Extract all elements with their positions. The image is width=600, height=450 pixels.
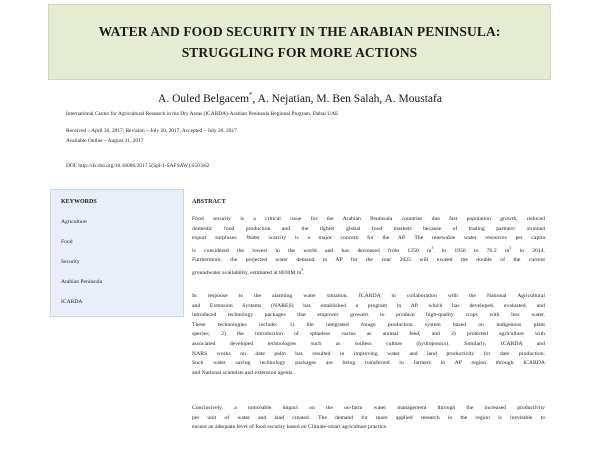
keyword-item: Agriculture	[61, 219, 87, 225]
keywords-box	[50, 189, 184, 317]
author-line	[0, 91, 600, 105]
keywords-heading: KEYWORDS	[61, 199, 97, 205]
received-dates: Received – April 30, 2017; Revision – July 20, 2017; Accepted – July 26, 2017	[66, 128, 237, 134]
text-line: introduced technology packages that empower growers to produce high-quality crops with less water.	[192, 312, 545, 319]
text-line: Food security is a critical issue for the Arabian Peninsula countries due fast population growth, reduced	[192, 216, 545, 222]
corresponding-mark: *	[249, 91, 253, 99]
abstract-paragraph-2	[192, 292, 545, 378]
text-line: associated developed technologies such as soilless culture (hydroponics). Similarly, ICARDA and	[192, 340, 545, 347]
text-line: is considered the lowest in the world and has decreased from 1250 $m^3$ in 1950 to 76.2 $m^3$ in 2014.	[192, 245, 546, 254]
text-line: species; 2) the introduction of spineless cactus as animal feed; and 3) protected agriculture with	[192, 331, 545, 338]
text-line: Furthermore, the projected water demand in AP for the year 2025 will exceed the double of the current	[192, 257, 545, 264]
keyword-item: ICARDA	[61, 299, 83, 305]
keyword-item: Food	[61, 239, 73, 245]
text-line: In response to the alarming water situation, ICARDA in collaboration with the National Agricultural	[192, 293, 545, 299]
paper-title: WATER AND FOOD SECURITY IN THE ARABIAN PENINSULA: STRUGGLING FOR MORE ACTIONS	[98, 24, 501, 60]
title-banner	[48, 4, 551, 80]
text-line: Conclusively, a noticeable impact on the on-farm water management through the increased productivity	[192, 405, 545, 411]
text-line: domestic food production and the tighter global food markets because of trading partners' strained	[192, 225, 545, 232]
abstract-heading: ABSTRACT	[192, 198, 226, 205]
text-line: and Extension Systems (NARES) has established a program in AP, which has developed, evaluated, and	[192, 302, 545, 309]
doi-line: DOI: http://dx.doi.org/10.18006/2017.5(Spl-1-SAFSAW).S50.S62	[66, 163, 210, 169]
abstract-paragraph-1	[192, 215, 545, 278]
first-author: A. Ouled Belgacem	[158, 92, 250, 105]
text-line: Such water saving technology packages are being transferred to farmers in AP region through ICARDA	[192, 360, 545, 367]
text-line: export surpluses. Water scarcity is a major concern for the AP. The renewable water resources per capita	[192, 235, 545, 242]
text-line: ensure an adequate level of food security based on Climate-smart agriculture practice.	[192, 424, 388, 431]
text-line: and National scientists and extension agents.	[192, 369, 294, 376]
other-authors: , A. Nejatian, M. Ben Salah, A. Moustafa	[252, 92, 442, 105]
keyword-item: Security	[61, 259, 80, 265]
keyword-item: Arabian Peninsula	[61, 279, 103, 285]
online-date: Available Online – August 31, 2017	[66, 138, 144, 144]
text-line: groundwater availability, estimated at 8030M $m^3$.	[192, 267, 305, 276]
text-line: NARS works on date palm has resulted in improving water and land productivity for date production.	[192, 350, 545, 357]
text-line: per unit of water and land created. The demand for more applied research in the region is inevitable to	[192, 414, 545, 421]
affiliation: International Center for Agricultural Research in the Dry Areas (ICARDA)-Arabian Peninsula Regional Program, Dubai UAE	[66, 111, 339, 117]
text-line: These technologies include: 1) the integrated forage production system based on indigenous plant	[192, 321, 545, 328]
abstract-paragraph-3	[192, 404, 545, 433]
